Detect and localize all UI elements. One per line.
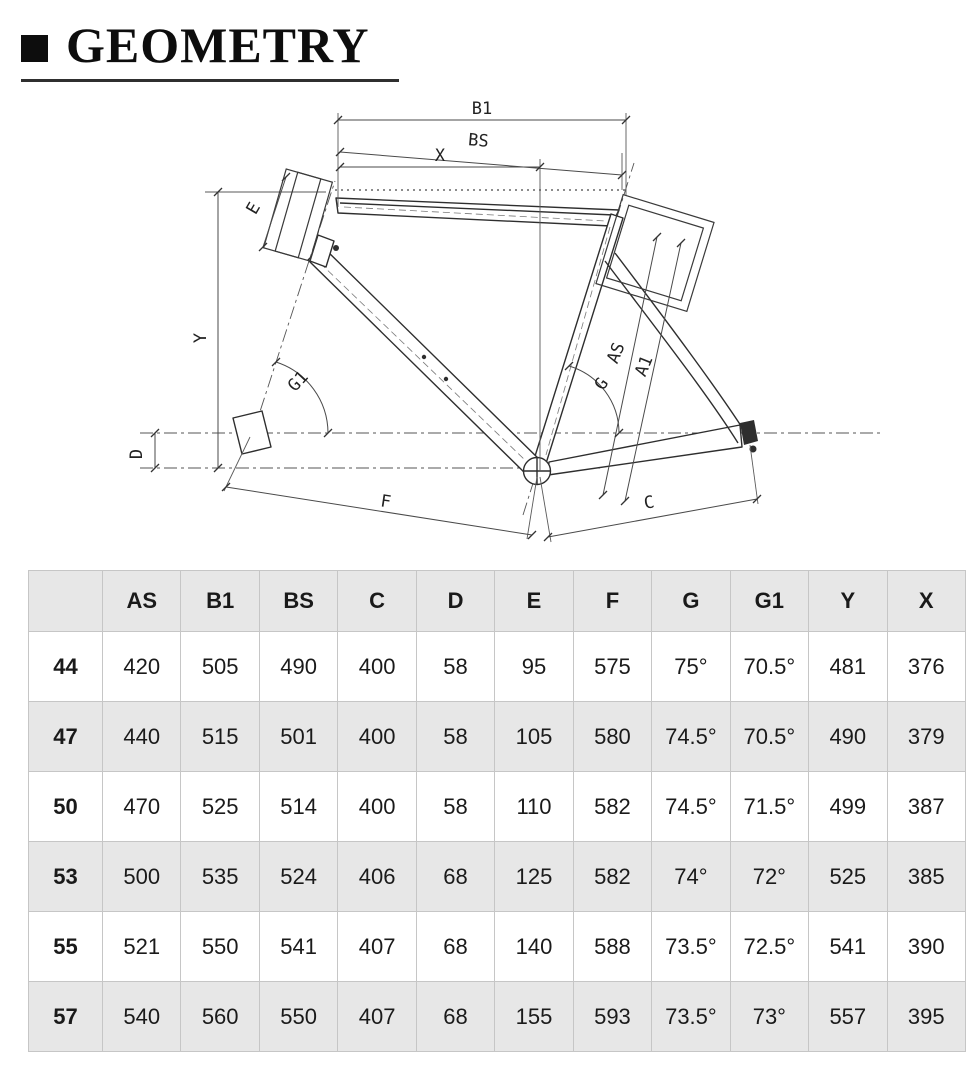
value-cell: 575	[573, 632, 651, 702]
label-y: Y	[191, 332, 211, 344]
column-header-as: AS	[103, 571, 181, 632]
size-cell: 55	[29, 912, 103, 982]
size-cell: 53	[29, 842, 103, 912]
value-cell: 390	[887, 912, 965, 982]
label-x: X	[434, 146, 446, 166]
value-cell: 400	[338, 702, 416, 772]
value-cell: 440	[103, 702, 181, 772]
value-cell: 524	[259, 842, 337, 912]
value-cell: 68	[416, 982, 494, 1052]
value-cell: 588	[573, 912, 651, 982]
size-cell: 44	[29, 632, 103, 702]
top-tube	[336, 198, 619, 226]
value-cell: 73.5°	[652, 912, 730, 982]
value-cell: 73.5°	[652, 982, 730, 1052]
table-row	[29, 982, 966, 1052]
column-header-e: E	[495, 571, 573, 632]
front-dropout	[233, 411, 271, 454]
title-square-icon	[21, 35, 48, 62]
value-cell: 501	[259, 702, 337, 772]
value-cell: 68	[416, 842, 494, 912]
value-cell: 505	[181, 632, 259, 702]
value-cell: 550	[181, 912, 259, 982]
table-row	[29, 842, 966, 912]
label-g: G	[590, 374, 614, 395]
label-d: D	[127, 448, 147, 460]
value-cell: 74°	[652, 842, 730, 912]
value-cell: 74.5°	[652, 702, 730, 772]
value-cell: 481	[809, 632, 887, 702]
column-header-y: Y	[809, 571, 887, 632]
table-row	[29, 632, 966, 702]
value-cell: 541	[259, 912, 337, 982]
value-cell: 379	[887, 702, 965, 772]
label-as: AS	[603, 339, 630, 367]
value-cell: 125	[495, 842, 573, 912]
value-cell: 521	[103, 912, 181, 982]
bottle-boss-dot	[422, 355, 426, 359]
value-cell: 582	[573, 842, 651, 912]
value-cell: 58	[416, 632, 494, 702]
value-cell: 560	[181, 982, 259, 1052]
dimension-ticks	[151, 116, 761, 541]
dim-g-arc	[569, 366, 619, 433]
label-b1: B1	[471, 99, 493, 119]
value-cell: 105	[495, 702, 573, 772]
value-cell: 58	[416, 772, 494, 842]
column-header-bs: BS	[259, 571, 337, 632]
down-tube	[308, 246, 544, 478]
value-cell: 73°	[730, 982, 808, 1052]
value-cell: 72.5°	[730, 912, 808, 982]
value-cell: 550	[259, 982, 337, 1052]
value-cell: 155	[495, 982, 573, 1052]
value-cell: 400	[338, 632, 416, 702]
table-row	[29, 772, 966, 842]
rear-dropout	[740, 420, 758, 445]
value-cell: 535	[181, 842, 259, 912]
value-cell: 376	[887, 632, 965, 702]
value-cell: 400	[338, 772, 416, 842]
value-cell: 540	[103, 982, 181, 1052]
extension-line	[224, 437, 250, 491]
value-cell: 525	[181, 772, 259, 842]
chainstay	[548, 425, 742, 475]
value-cell: 71.5°	[730, 772, 808, 842]
extension-line	[540, 477, 551, 542]
label-g1: G1	[284, 367, 313, 396]
label-c: C	[642, 492, 656, 514]
column-header-g1: G1	[730, 571, 808, 632]
column-header-d: D	[416, 571, 494, 632]
table-row	[29, 702, 966, 772]
value-cell: 582	[573, 772, 651, 842]
size-cell: 47	[29, 702, 103, 772]
column-header-f: F	[573, 571, 651, 632]
value-cell: 490	[809, 702, 887, 772]
column-header-b1: B1	[181, 571, 259, 632]
value-cell: 387	[887, 772, 965, 842]
head-junction-detail	[333, 245, 339, 251]
value-cell: 500	[103, 842, 181, 912]
column-header-x: X	[887, 571, 965, 632]
dim-bs	[340, 152, 622, 175]
value-cell: 75°	[652, 632, 730, 702]
dim-e	[263, 177, 286, 247]
label-bs: BS	[467, 130, 490, 152]
column-header-g: G	[652, 571, 730, 632]
value-cell: 470	[103, 772, 181, 842]
value-cell: 557	[809, 982, 887, 1052]
value-cell: 385	[887, 842, 965, 912]
value-cell: 68	[416, 912, 494, 982]
value-cell: 72°	[730, 842, 808, 912]
value-cell: 580	[573, 702, 651, 772]
value-cell: 514	[259, 772, 337, 842]
label-f: F	[379, 491, 393, 513]
frame-geometry-diagram	[0, 95, 971, 565]
value-cell: 490	[259, 632, 337, 702]
geometry-table-body	[29, 632, 966, 1052]
value-cell: 58	[416, 702, 494, 772]
table-header-row	[29, 571, 966, 632]
value-cell: 110	[495, 772, 573, 842]
value-cell: 525	[809, 842, 887, 912]
bottle-boss-dot	[444, 377, 448, 381]
page-title: GEOMETRY	[66, 17, 370, 73]
size-cell: 57	[29, 982, 103, 1052]
column-header-size	[29, 571, 103, 632]
value-cell: 140	[495, 912, 573, 982]
value-cell: 70.5°	[730, 632, 808, 702]
value-cell: 74.5°	[652, 772, 730, 842]
value-cell: 406	[338, 842, 416, 912]
label-a1: A1	[631, 352, 658, 380]
value-cell: 515	[181, 702, 259, 772]
geometry-table	[28, 570, 966, 1052]
column-header-c: C	[338, 571, 416, 632]
value-cell: 95	[495, 632, 573, 702]
value-cell: 395	[887, 982, 965, 1052]
value-cell: 70.5°	[730, 702, 808, 772]
label-e: E	[242, 199, 265, 218]
bike-frame-drawing	[0, 95, 971, 565]
page-header	[21, 17, 399, 82]
value-cell: 407	[338, 982, 416, 1052]
value-cell: 407	[338, 912, 416, 982]
value-cell: 541	[809, 912, 887, 982]
value-cell: 593	[573, 982, 651, 1052]
head-axis-centerline	[253, 181, 335, 433]
value-cell: 420	[103, 632, 181, 702]
value-cell: 499	[809, 772, 887, 842]
table-row	[29, 912, 966, 982]
extension-line	[750, 445, 758, 504]
size-cell: 50	[29, 772, 103, 842]
